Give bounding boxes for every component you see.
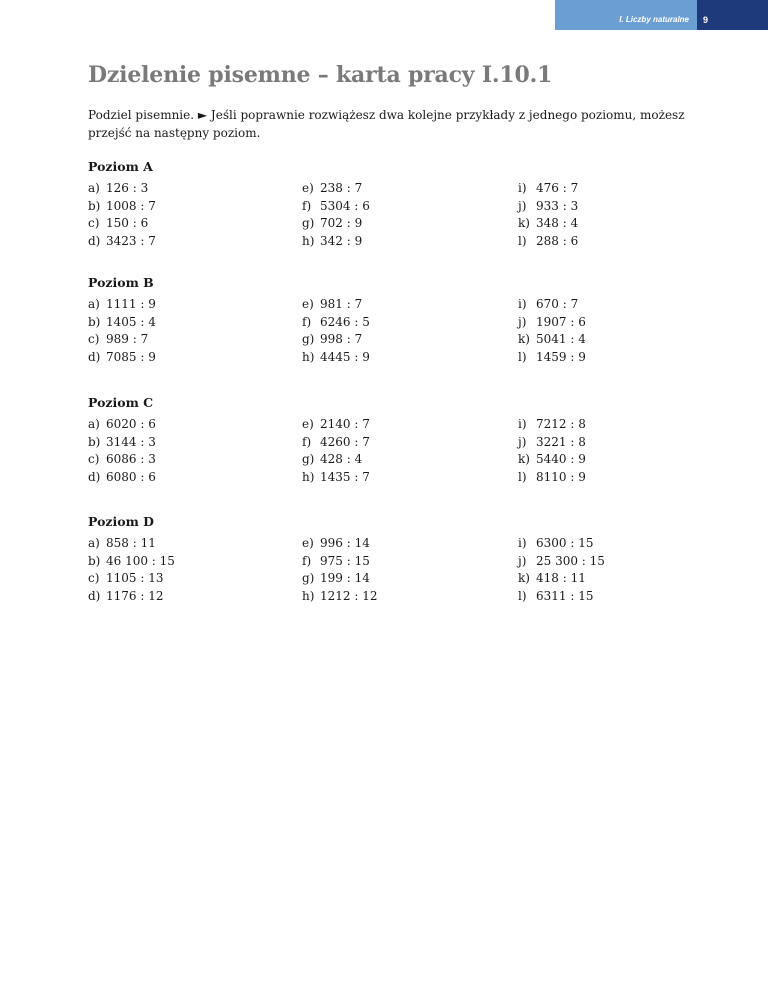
- exercise-letter: d): [88, 233, 101, 248]
- exercise-expression: 25 300 : 15: [536, 553, 605, 568]
- exercise-item: [88, 416, 288, 434]
- chapter-tab: [555, 0, 697, 30]
- exercise-expression: 5440 : 9: [536, 452, 586, 466]
- exercise-expression: 998 : 7: [320, 332, 363, 346]
- level-heading: Poziom C: [88, 395, 154, 410]
- exercise-item: [88, 331, 288, 349]
- exercise-letter: d): [88, 469, 101, 484]
- exercise-expression: 858 : 11: [106, 536, 156, 550]
- exercise-item: [518, 570, 718, 588]
- exercise-columns: [88, 180, 688, 252]
- exercise-expression: 1405 : 4: [106, 314, 156, 329]
- exercise-expression: 4445 : 9: [320, 349, 370, 364]
- exercise-expression: 1907 : 6: [536, 314, 586, 329]
- instruction-text: Podziel pisemnie. ► Jeśli poprawnie rozwiążesz dwa kolejne przykłady z jednego poziomu, możesz przejść na następny poziom.: [88, 108, 685, 140]
- exercise-item: [518, 416, 718, 434]
- exercise-letter: e): [302, 417, 314, 431]
- exercise-letter: f): [302, 198, 312, 213]
- exercise-expression: 7085 : 9: [106, 349, 156, 364]
- level-section: [88, 158, 688, 252]
- exercise-expression: 933 : 3: [536, 198, 579, 213]
- exercise-expression: 1105 : 13: [106, 571, 164, 585]
- exercise-item: [518, 349, 718, 367]
- exercise-item: [302, 469, 502, 487]
- exercise-expression: 6246 : 5: [320, 314, 370, 329]
- exercise-item: [88, 570, 288, 588]
- exercise-letter: k): [518, 571, 530, 585]
- exercise-item: [302, 434, 502, 452]
- exercise-item: [302, 535, 502, 553]
- exercise-item: [88, 553, 288, 571]
- exercise-letter: f): [302, 314, 312, 329]
- exercise-letter: h): [302, 469, 315, 484]
- exercise-item: [302, 180, 502, 198]
- exercise-item: [302, 553, 502, 571]
- exercise-letter: i): [518, 297, 527, 311]
- exercise-expression: 4260 : 7: [320, 434, 370, 449]
- exercise-letter: e): [302, 297, 314, 311]
- exercise-letter: c): [88, 216, 100, 230]
- exercise-expression: 670 : 7: [536, 297, 579, 311]
- page-number-box: [697, 0, 768, 30]
- exercise-item: [88, 180, 288, 198]
- exercise-item: [302, 416, 502, 434]
- page-title: Dzielenie pisemne – karta pracy I.10.1: [88, 62, 553, 88]
- exercise-item: [88, 296, 288, 314]
- exercise-letter: a): [88, 417, 100, 431]
- exercise-item: [302, 588, 502, 606]
- exercise-item: [88, 434, 288, 452]
- exercise-expression: 6080 : 6: [106, 469, 156, 484]
- exercise-expression: 6311 : 15: [536, 588, 594, 603]
- exercise-letter: i): [518, 417, 527, 431]
- exercise-letter: l): [518, 233, 527, 248]
- exercise-item: [518, 233, 718, 251]
- exercise-letter: i): [518, 181, 527, 195]
- exercise-expression: 3221 : 8: [536, 434, 586, 449]
- exercise-item: [302, 349, 502, 367]
- exercise-item: [518, 215, 718, 233]
- exercise-expression: 989 : 7: [106, 332, 149, 346]
- chapter-label: I. Liczby naturalne: [619, 15, 689, 24]
- exercise-expression: 342 : 9: [320, 233, 363, 248]
- exercise-letter: g): [302, 332, 315, 346]
- level-heading: Poziom B: [88, 275, 154, 290]
- exercise-letter: k): [518, 452, 530, 466]
- exercise-item: [518, 314, 718, 332]
- exercise-letter: k): [518, 216, 530, 230]
- exercise-letter: h): [302, 233, 315, 248]
- exercise-letter: k): [518, 332, 530, 346]
- level-section: [88, 394, 688, 488]
- exercise-letter: j): [518, 314, 527, 329]
- exercise-item: [302, 198, 502, 216]
- exercise-expression: 1212 : 12: [320, 588, 378, 603]
- exercise-letter: l): [518, 588, 527, 603]
- exercise-expression: 7212 : 8: [536, 417, 586, 431]
- exercise-column: [302, 416, 502, 486]
- exercise-letter: f): [302, 434, 312, 449]
- exercise-item: [518, 553, 718, 571]
- exercise-item: [302, 314, 502, 332]
- exercise-column: [518, 296, 718, 366]
- exercise-item: [88, 233, 288, 251]
- exercise-letter: d): [88, 349, 101, 364]
- exercise-item: [302, 331, 502, 349]
- exercise-column: [518, 416, 718, 486]
- exercise-letter: h): [302, 349, 315, 364]
- exercise-item: [88, 198, 288, 216]
- exercise-column: [518, 180, 718, 250]
- exercise-item: [518, 535, 718, 553]
- exercise-expression: 288 : 6: [536, 233, 579, 248]
- exercise-expression: 6086 : 3: [106, 452, 156, 466]
- exercise-item: [518, 451, 718, 469]
- exercise-item: [518, 434, 718, 452]
- exercise-expression: 996 : 14: [320, 536, 370, 550]
- exercise-item: [88, 314, 288, 332]
- exercise-expression: 476 : 7: [536, 181, 579, 195]
- exercise-letter: c): [88, 452, 100, 466]
- exercise-item: [518, 180, 718, 198]
- exercise-expression: 418 : 11: [536, 571, 586, 585]
- level-heading: Poziom A: [88, 159, 153, 174]
- exercise-expression: 3144 : 3: [106, 434, 156, 449]
- exercise-expression: 199 : 14: [320, 571, 370, 585]
- exercise-item: [302, 296, 502, 314]
- exercise-expression: 2140 : 7: [320, 417, 370, 431]
- exercise-letter: j): [518, 198, 527, 213]
- exercise-columns: [88, 296, 688, 368]
- exercise-letter: g): [302, 571, 315, 585]
- exercise-item: [518, 469, 718, 487]
- exercise-expression: 428 : 4: [320, 452, 363, 466]
- exercise-expression: 981 : 7: [320, 297, 363, 311]
- exercise-expression: 1008 : 7: [106, 198, 156, 213]
- exercise-column: [88, 535, 288, 605]
- exercise-letter: j): [518, 553, 527, 568]
- exercise-column: [88, 296, 288, 366]
- exercise-letter: b): [88, 553, 101, 568]
- exercise-item: [302, 215, 502, 233]
- exercise-expression: 238 : 7: [320, 181, 363, 195]
- exercise-columns: [88, 535, 688, 607]
- exercise-column: [518, 535, 718, 605]
- level-section: [88, 274, 688, 368]
- exercise-letter: l): [518, 469, 527, 484]
- exercise-expression: 46 100 : 15: [106, 553, 175, 568]
- exercise-letter: h): [302, 588, 315, 603]
- exercise-column: [302, 535, 502, 605]
- exercise-letter: d): [88, 588, 101, 603]
- exercise-letter: c): [88, 332, 100, 346]
- exercise-column: [302, 296, 502, 366]
- exercise-letter: c): [88, 571, 100, 585]
- exercise-expression: 1435 : 7: [320, 469, 370, 484]
- exercise-item: [302, 233, 502, 251]
- page-number: 9: [703, 15, 709, 25]
- exercise-item: [88, 469, 288, 487]
- exercise-item: [88, 349, 288, 367]
- level-section: [88, 513, 688, 607]
- exercise-expression: 150 : 6: [106, 216, 149, 230]
- exercise-item: [302, 451, 502, 469]
- exercise-expression: 1459 : 9: [536, 349, 586, 364]
- exercise-expression: 1111 : 9: [106, 297, 156, 311]
- exercise-letter: b): [88, 314, 101, 329]
- exercise-letter: b): [88, 434, 101, 449]
- exercise-letter: a): [88, 297, 100, 311]
- exercise-column: [88, 180, 288, 250]
- exercise-letter: j): [518, 434, 527, 449]
- exercise-expression: 126 : 3: [106, 181, 149, 195]
- exercise-expression: 5304 : 6: [320, 198, 370, 213]
- exercise-letter: e): [302, 181, 314, 195]
- exercise-item: [88, 535, 288, 553]
- exercise-item: [518, 331, 718, 349]
- exercise-item: [518, 198, 718, 216]
- exercise-item: [518, 296, 718, 314]
- exercise-letter: i): [518, 536, 527, 550]
- exercise-expression: 6020 : 6: [106, 417, 156, 431]
- exercise-letter: e): [302, 536, 314, 550]
- exercise-columns: [88, 416, 688, 488]
- exercise-letter: b): [88, 198, 101, 213]
- exercise-expression: 8110 : 9: [536, 469, 586, 484]
- exercise-expression: 1176 : 12: [106, 588, 164, 603]
- exercise-column: [88, 416, 288, 486]
- level-heading: Poziom D: [88, 514, 155, 529]
- exercise-expression: 348 : 4: [536, 216, 579, 230]
- exercise-expression: 702 : 9: [320, 216, 363, 230]
- exercise-expression: 6300 : 15: [536, 536, 594, 550]
- exercise-letter: a): [88, 181, 100, 195]
- exercise-expression: 3423 : 7: [106, 233, 156, 248]
- exercise-item: [88, 451, 288, 469]
- exercise-item: [518, 588, 718, 606]
- exercise-expression: 5041 : 4: [536, 332, 586, 346]
- exercise-column: [302, 180, 502, 250]
- exercise-item: [302, 570, 502, 588]
- exercise-item: [88, 588, 288, 606]
- exercise-letter: a): [88, 536, 100, 550]
- exercise-letter: g): [302, 452, 315, 466]
- exercise-letter: g): [302, 216, 315, 230]
- exercise-expression: 975 : 15: [320, 553, 370, 568]
- exercise-letter: l): [518, 349, 527, 364]
- exercise-letter: f): [302, 553, 312, 568]
- exercise-item: [88, 215, 288, 233]
